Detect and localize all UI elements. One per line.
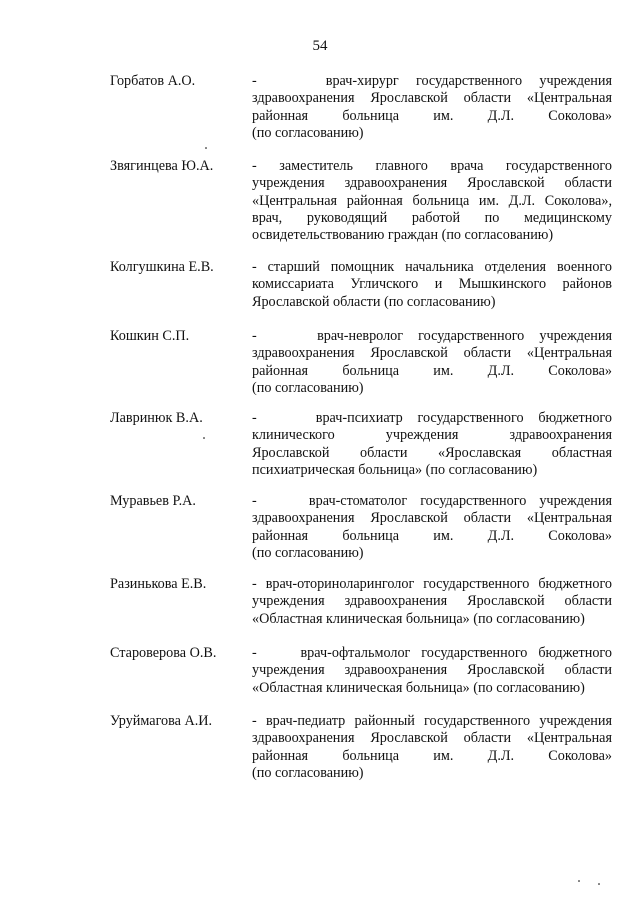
position-line: (по согласованию): [252, 764, 364, 781]
position-line: здравоохранения Ярославской области «Центральная: [252, 90, 612, 107]
position-line: «Областная клиническая больница» (по согласованию): [252, 610, 585, 627]
position-line: (по согласованию): [252, 544, 364, 561]
position-line: освидетельствованию граждан (по согласованию): [252, 227, 554, 244]
position-line: - заместитель главного врача государственного: [252, 158, 612, 174]
member-name: Звягинцева Ю.А.: [110, 158, 214, 174]
member-position: [252, 576, 612, 628]
member-position: [252, 73, 612, 142]
position-line: - врач-педиатр районный государственного учреждения: [252, 713, 612, 729]
position-line: - врач-стоматолог государственного учреждения: [252, 493, 612, 509]
scan-speck: [205, 147, 207, 149]
member-name: Уруймагова А.И.: [110, 713, 213, 729]
position-line: психиатрическая больница» (по согласованию): [252, 461, 538, 478]
position-line: здравоохранения Ярославской области «Центральная: [252, 345, 612, 362]
member-name: Староверова О.В.: [110, 645, 217, 661]
position-line: врач, руководящий работой по медицинскому: [252, 209, 612, 226]
member-name: Горбатов А.О.: [110, 73, 196, 89]
position-line: - врач-хирург государственного учреждения: [252, 73, 612, 89]
position-line: - врач-невролог государственного учреждения: [252, 328, 612, 344]
member-position: [252, 713, 612, 782]
member-name: Муравьев Р.А.: [110, 493, 196, 509]
member-name: Кошкин С.П.: [110, 328, 190, 344]
position-line: - врач-психиатр государственного бюджетного: [252, 410, 612, 426]
position-line: (по согласованию): [252, 379, 364, 396]
position-line: учреждения здравоохранения Ярославской области: [252, 175, 612, 192]
position-line: - старший помощник начальника отделения военного: [252, 259, 612, 275]
position-line: здравоохранения Ярославской области «Центральная: [252, 730, 612, 747]
position-line: районная больница им. Д.Л. Соколова»: [252, 362, 612, 379]
position-line: учреждения здравоохранения Ярославской области: [252, 593, 612, 610]
position-line: (по согласованию): [252, 124, 364, 141]
position-line: Ярославской области (по согласованию): [252, 293, 496, 310]
scan-speck: [598, 883, 600, 885]
member-position: [252, 410, 612, 479]
position-line: - врач-оториноларинголог государственного бюджетного: [252, 576, 612, 592]
member-name: Колгушкина Е.В.: [110, 259, 214, 275]
member-position: [252, 645, 612, 697]
member-name: Лавринюк В.А.: [110, 410, 203, 426]
position-line: «Центральная районная больница им. Д.Л. Соколова»,: [252, 192, 612, 209]
member-position: [252, 493, 612, 562]
position-line: районная больница им. Д.Л. Соколова»: [252, 747, 612, 764]
scan-speck: [203, 437, 205, 439]
position-line: Ярославской области «Ярославская областная: [252, 444, 612, 461]
position-line: «Областная клиническая больница» (по согласованию): [252, 679, 585, 696]
member-position: [252, 328, 612, 397]
position-line: клинического учреждения здравоохранения: [252, 427, 612, 444]
page-number: 54: [312, 38, 328, 54]
position-line: районная больница им. Д.Л. Соколова»: [252, 527, 612, 544]
member-position: [252, 158, 612, 244]
scan-speck: [578, 880, 580, 882]
member-name: Разинькова Е.В.: [110, 576, 207, 592]
position-line: комиссариата Угличского и Мышкинского районов: [252, 276, 612, 293]
position-line: - врач-офтальмолог государственного бюджетного: [252, 645, 612, 661]
member-position: [252, 259, 612, 311]
position-line: здравоохранения Ярославской области «Центральная: [252, 510, 612, 527]
position-line: районная больница им. Д.Л. Соколова»: [252, 107, 612, 124]
position-line: учреждения здравоохранения Ярославской области: [252, 662, 612, 679]
